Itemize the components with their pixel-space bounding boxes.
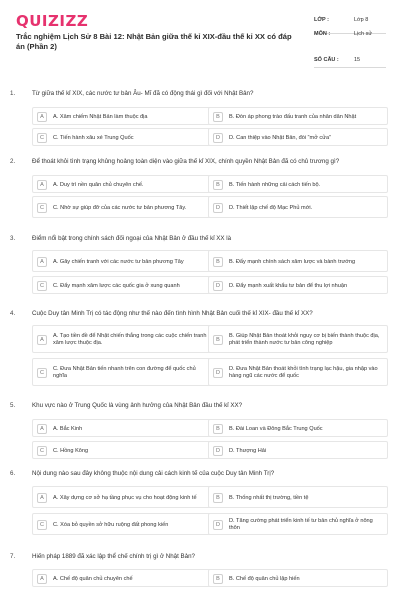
option-d[interactable] <box>208 441 388 459</box>
quizizz-logo: QUIZIZZ <box>16 12 89 30</box>
option-c[interactable] <box>32 128 212 146</box>
option-letter: D <box>213 520 223 530</box>
option-d[interactable] <box>208 276 388 294</box>
option-letter: B <box>213 112 223 122</box>
option-letter: D <box>213 203 223 213</box>
option-letter: C <box>37 446 47 456</box>
option-letter: A <box>37 424 47 434</box>
option-b[interactable] <box>208 486 388 508</box>
option-b[interactable] <box>208 107 388 125</box>
option-b[interactable] <box>208 569 388 587</box>
option-letter: D <box>213 368 223 378</box>
option-a[interactable] <box>32 107 212 125</box>
option-letter: A <box>37 257 47 267</box>
option-letter: B <box>213 424 223 434</box>
grade-value: Lớp 8 <box>354 17 369 23</box>
option-letter: A <box>37 574 47 584</box>
option-letter: C <box>37 368 47 378</box>
option-c[interactable] <box>32 441 212 459</box>
option-letter: D <box>213 281 223 291</box>
meta-row-subject <box>314 28 386 54</box>
option-text: B. Tiến hành những cải cách tiến bộ. <box>229 181 321 188</box>
option-letter: A <box>37 180 47 190</box>
subject-label: MÔN : <box>314 31 331 37</box>
question-text: Từ giữa thế kỉ XIX, các nước tư bản Âu- Mĩ đã có động thái gì đối với Nhật Bản? <box>32 90 254 97</box>
subject-value: Lịch sử <box>354 31 373 37</box>
option-a[interactable] <box>32 486 212 508</box>
option-a[interactable] <box>32 419 212 437</box>
option-letter: C <box>37 203 47 213</box>
option-text: A. Tạo tiền đề để Nhật chiến thắng trong các cuộc chiến tranh xâm lược thuộc địa. <box>53 333 207 346</box>
option-d[interactable] <box>208 196 388 218</box>
option-letter: A <box>37 112 47 122</box>
question-number: 3. <box>10 235 16 242</box>
question-number: 4. <box>10 310 16 317</box>
option-letter: C <box>37 133 47 143</box>
option-text: B. Chế độ quân chủ lập hiến <box>229 575 300 582</box>
option-text: B. Giúp Nhật Bản thoát khỏi nguy cơ bị biến thành thuộc địa, phát triển thành nước tư bản công nghiệp <box>229 333 380 346</box>
option-letter: B <box>213 335 223 345</box>
option-b[interactable] <box>208 250 388 272</box>
option-letter: A <box>37 493 47 503</box>
option-d[interactable] <box>208 128 388 146</box>
option-a[interactable] <box>32 325 212 353</box>
question-number: 5. <box>10 402 16 409</box>
option-c[interactable] <box>32 196 212 218</box>
option-b[interactable] <box>208 419 388 437</box>
option-text: A. Xây dựng cơ sở hạ tầng phục vụ cho hoạt động kinh tế <box>53 494 197 501</box>
question-text: Điểm nổi bật trong chính sách đối ngoại của Nhật Bản ở đầu thế kỉ XX là <box>32 235 232 242</box>
option-text: D. Thiết lập chế độ Mạc Phủ mới. <box>229 204 313 211</box>
option-a[interactable] <box>32 250 212 272</box>
option-text: D. Đưa Nhật Bản thoát khỏi tình trạng lạc hậu, gia nhập vào hàng ngũ các nước để quốc <box>229 366 378 379</box>
option-b[interactable] <box>208 175 388 193</box>
option-text: A. Bắc Kinh <box>53 425 83 432</box>
option-letter: B <box>213 257 223 267</box>
option-text: C. Đưa Nhật Bản tiến nhanh trên con đường để quốc chủ nghĩa <box>53 366 196 379</box>
question-text: Hiến pháp 1889 đã xác lập thể chế chính trị gì ở Nhật Bản? <box>32 553 195 560</box>
option-a[interactable] <box>32 569 212 587</box>
question-text: Nội dung nào sau đây không thuộc nội dung cải cách kinh tế của cuộc Duy tân Minh Trị? <box>32 470 275 477</box>
option-c[interactable] <box>32 276 212 294</box>
question-number: 2. <box>10 158 16 165</box>
option-text: A. Gây chiến tranh với các nước tư bản phương Tây <box>53 258 184 265</box>
question-text: Để thoát khỏi tình trạng khủng hoảng toàn diện vào giữa thế kỉ XIX, chính quyền Nhật Bản đã có chủ trương gì? <box>32 158 340 165</box>
question-number: 7. <box>10 553 16 560</box>
option-letter: B <box>213 574 223 584</box>
question-text: Cuộc Duy tân Minh Trị có tác động như thế nào đến tình hình Nhật Bản cuối thế kỉ XIX- đầu thế kỉ XX? <box>32 310 313 317</box>
option-letter: C <box>37 281 47 291</box>
option-d[interactable] <box>208 513 388 535</box>
option-text: D. Can thiệp vào Nhật Bản, đòi “mở cửa” <box>229 134 331 141</box>
option-text: D. Tăng cường phát triển kinh tế tư bản chủ nghĩa ở nông thôn <box>229 518 373 531</box>
option-text: B. Đòn áp phong trào đấu tranh của nhân dân Nhật <box>229 113 357 120</box>
page-title: Trắc nghiệm Lịch Sử 8 Bài 12: Nhật Bản giữa thế kỉ XIX-đầu thế kỉ XX có đáp án (Phần 2) <box>16 32 292 51</box>
option-text: A. Chế độ quân chủ chuyên chế <box>53 575 133 582</box>
grade-label: LỚP : <box>314 17 329 23</box>
option-c[interactable] <box>32 513 212 535</box>
option-c[interactable] <box>32 358 212 386</box>
option-letter: D <box>213 133 223 143</box>
meta-row-count <box>314 54 386 68</box>
option-text: D. Đẩy mạnh xuất khẩu tư bản để thu lợi nhuận <box>229 282 348 289</box>
option-text: A. Duy trì nền quân chủ chuyên chế. <box>53 181 144 188</box>
option-text: A. Xâm chiếm Nhật Bản làm thuộc địa <box>53 113 148 120</box>
option-text: D. Thượng Hải <box>229 447 267 454</box>
question-count-value: 15 <box>354 57 361 63</box>
option-letter: C <box>37 520 47 530</box>
option-letter: B <box>213 493 223 503</box>
option-b[interactable] <box>208 325 388 353</box>
option-letter: A <box>37 335 47 345</box>
option-text: B. Đẩy mạnh chính sách xâm lược và bành trướng <box>229 258 356 265</box>
option-text: B. Đài Loan và Đông Bắc Trung Quốc <box>229 425 323 432</box>
option-d[interactable] <box>208 358 388 386</box>
option-a[interactable] <box>32 175 212 193</box>
option-text: C. Xóa bỏ quyền sở hữu ruộng đất phong kiến <box>53 521 169 528</box>
option-text: B. Thống nhất thị trường, tiền tệ <box>229 494 309 501</box>
option-text: C. Đẩy mạnh xâm lược các quốc gia ở xung quanh <box>53 282 180 289</box>
option-text: C. Tiến hành xâu xé Trung Quốc <box>53 134 134 141</box>
question-count-label: SỐ CÂU : <box>314 57 339 63</box>
option-text: C. Hồng Kông <box>53 447 89 454</box>
option-text: C. Nhờ sự giúp đỡ của các nước tư bản phương Tây. <box>53 204 187 211</box>
option-letter: D <box>213 446 223 456</box>
question-text: Khu vực nào ở Trung Quốc là vùng ảnh hưởng của Nhật Bản đầu thế kỉ XX? <box>32 402 243 409</box>
question-number: 1. <box>10 90 16 97</box>
question-number: 6. <box>10 470 16 477</box>
option-letter: B <box>213 180 223 190</box>
